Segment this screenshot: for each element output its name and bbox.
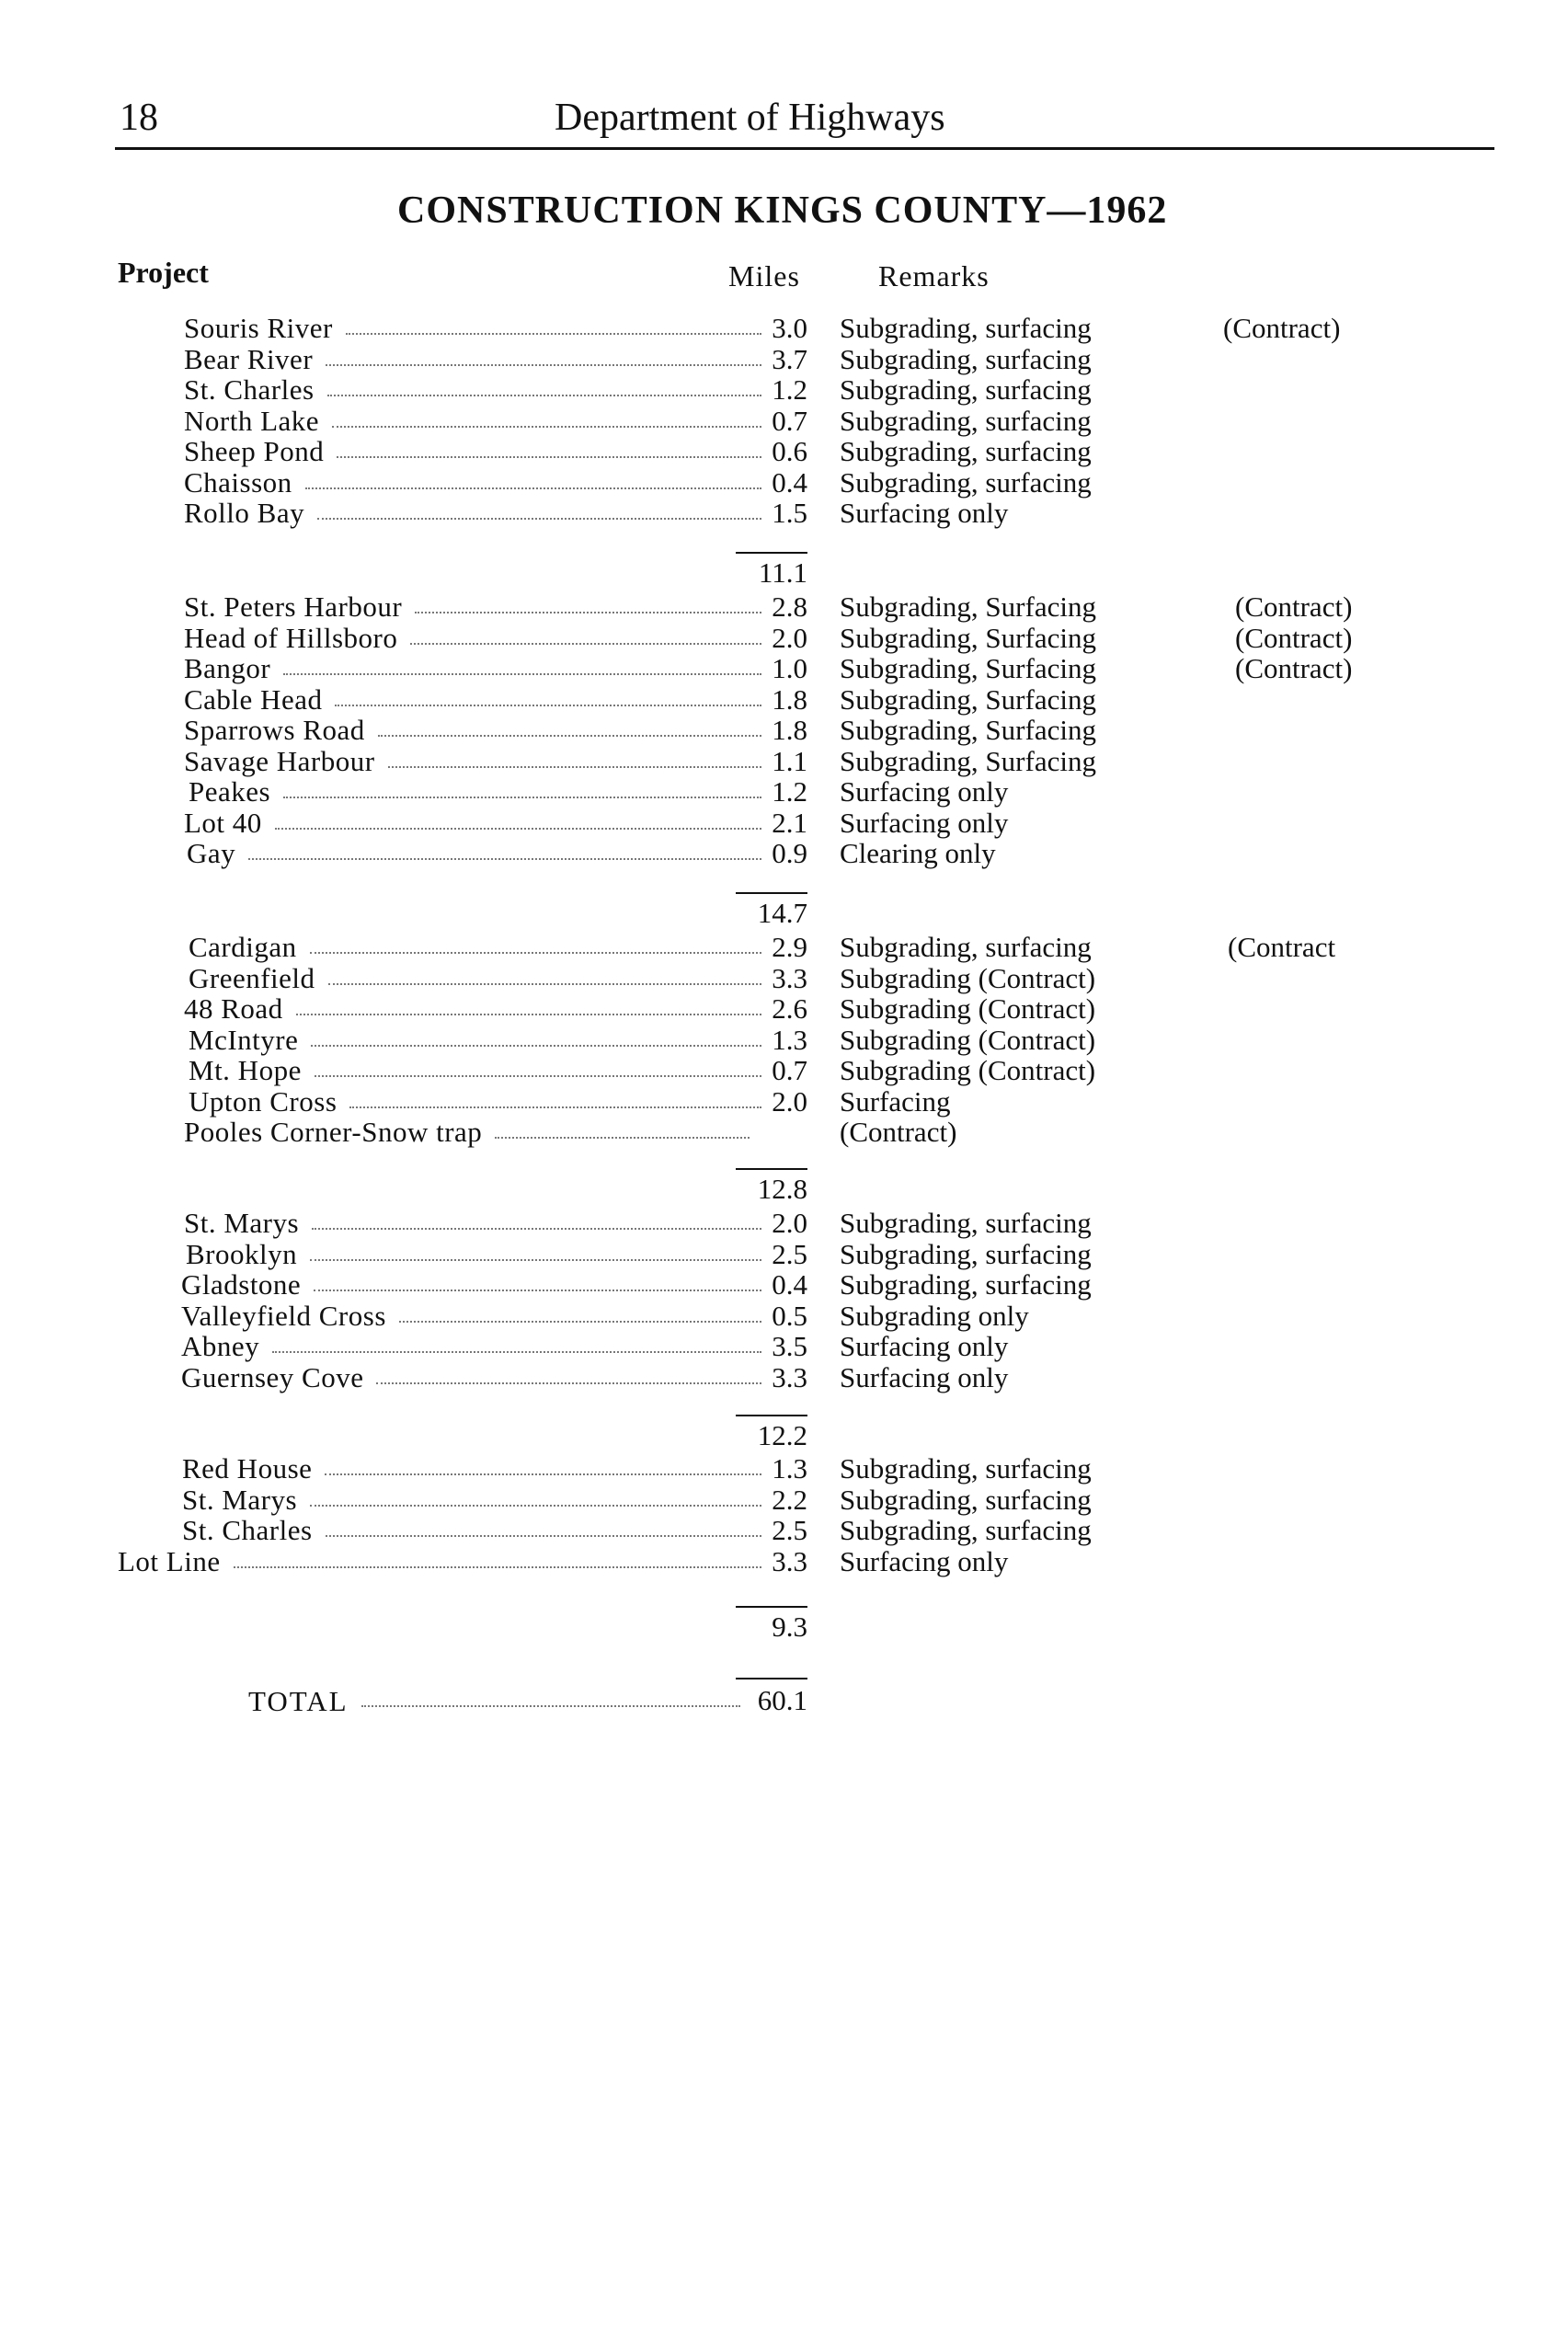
miles-value: 1.0	[772, 652, 807, 684]
project-name: Souris River	[184, 312, 333, 344]
page-number: 18	[120, 97, 158, 139]
project-name: St. Peters Harbour	[184, 590, 403, 623]
project-name: Head of Hillsboro	[184, 621, 398, 654]
table-row	[0, 1362, 1568, 1393]
remarks-note: (Contract)	[1235, 652, 1353, 684]
table-row	[0, 1269, 1568, 1300]
table-row	[0, 1485, 1568, 1515]
header-rule	[115, 147, 1494, 150]
table-row	[0, 1453, 1568, 1484]
project-name: Bangor	[184, 652, 271, 684]
remarks-text: Subgrading, Surfacing	[840, 744, 1096, 777]
remarks-text: Subgrading, surfacing	[840, 465, 1092, 499]
miles-value: 2.9	[772, 931, 807, 963]
table-row	[0, 963, 1568, 993]
miles-value: 0.4	[772, 465, 807, 499]
remarks-note: (Contract)	[1223, 312, 1341, 344]
project-name: McIntyre	[189, 1023, 299, 1056]
table-row	[0, 1086, 1568, 1117]
remarks-text: Subgrading, surfacing	[840, 1514, 1092, 1546]
dot-leader	[283, 797, 761, 798]
project-name: St. Marys	[184, 1207, 300, 1239]
miles-value: 2.5	[772, 1237, 807, 1270]
table-row	[0, 591, 1568, 622]
remarks-text: Subgrading, surfacing	[840, 342, 1092, 375]
project-name: Lot Line	[118, 1544, 221, 1577]
remarks-text: Subgrading, surfacing	[840, 373, 1092, 406]
remarks-note: (Contract)	[1235, 590, 1353, 623]
project-name: Greenfield	[189, 961, 315, 994]
project-name: Red House	[182, 1452, 313, 1485]
table-row	[0, 1239, 1568, 1269]
miles-value: 2.5	[772, 1514, 807, 1546]
subtotal-rule	[736, 1415, 807, 1416]
table-row	[0, 993, 1568, 1024]
remarks-text: Subgrading (Contract)	[840, 961, 1096, 994]
miles-value: 1.8	[772, 714, 807, 746]
miles-value: 1.3	[772, 1023, 807, 1056]
subtotal-rule	[736, 552, 807, 554]
project-name: Gladstone	[181, 1268, 302, 1301]
table-row	[0, 1117, 1568, 1147]
dot-leader	[310, 952, 761, 954]
remarks-text: Subgrading, Surfacing	[840, 682, 1096, 716]
subtotal-value: 12.8	[757, 1173, 807, 1205]
remarks-text: Subgrading (Contract)	[840, 1023, 1096, 1056]
project-name: St. Charles	[184, 373, 315, 406]
table-row	[0, 374, 1568, 405]
remarks-text: Clearing only	[840, 837, 996, 869]
project-name: Lot 40	[184, 806, 262, 839]
subtotal-value: 12.2	[757, 1419, 807, 1451]
subtotal-value: 14.7	[757, 897, 807, 929]
project-name: Guernsey Cove	[181, 1360, 364, 1393]
dot-leader	[327, 395, 761, 396]
dot-leader	[337, 456, 761, 458]
table-row	[0, 436, 1568, 466]
project-name: Cable Head	[184, 682, 323, 716]
miles-value: 0.9	[772, 837, 807, 869]
remarks-text: Subgrading, surfacing	[840, 1268, 1092, 1301]
miles-value: 2.0	[772, 1207, 807, 1239]
table-row	[0, 313, 1568, 343]
dot-leader	[361, 1705, 740, 1707]
dot-leader	[315, 1075, 761, 1077]
subtotal-rule	[736, 1606, 807, 1608]
miles-value: 1.2	[772, 775, 807, 808]
miles-value: 0.4	[772, 1268, 807, 1301]
column-header-miles: Miles	[728, 259, 800, 292]
table-row	[0, 1025, 1568, 1055]
miles-value: 3.3	[772, 961, 807, 994]
remarks-text: (Contract)	[840, 1116, 957, 1148]
miles-value: 2.0	[772, 621, 807, 654]
page-title: CONSTRUCTION KINGS COUNTY—1962	[397, 189, 1168, 232]
dot-leader	[234, 1566, 761, 1568]
miles-value: 3.5	[772, 1330, 807, 1362]
dot-leader	[326, 364, 761, 366]
dot-leader	[275, 828, 761, 830]
table-row	[0, 498, 1568, 528]
project-name: Gay	[187, 837, 236, 869]
remarks-text: Subgrading, Surfacing	[840, 652, 1096, 684]
miles-value: 2.6	[772, 992, 807, 1025]
project-name: Upton Cross	[189, 1084, 338, 1118]
remarks-text: Subgrading, surfacing	[840, 1452, 1092, 1485]
remarks-text: Surfacing only	[840, 1360, 1009, 1393]
project-name: 48 Road	[184, 992, 283, 1025]
dot-leader	[314, 1290, 761, 1291]
miles-value: 3.3	[772, 1544, 807, 1577]
dot-leader	[248, 858, 761, 860]
remarks-text: Subgrading, Surfacing	[840, 590, 1096, 623]
dot-leader	[310, 1505, 761, 1507]
column-header-project: Project	[118, 256, 209, 289]
remarks-text: Subgrading, surfacing	[840, 404, 1092, 437]
table-row	[0, 1331, 1568, 1361]
miles-value: 0.7	[772, 404, 807, 437]
dot-leader	[311, 1045, 761, 1047]
table-row	[0, 776, 1568, 807]
miles-value: 3.3	[772, 1360, 807, 1393]
dot-leader	[328, 983, 761, 985]
miles-value: 0.7	[772, 1054, 807, 1086]
remarks-text: Subgrading, surfacing	[840, 1207, 1092, 1239]
table-row	[0, 1208, 1568, 1238]
project-name: Cardigan	[189, 931, 297, 963]
miles-value: 2.2	[772, 1483, 807, 1516]
dot-leader	[272, 1351, 761, 1353]
project-name: North Lake	[184, 404, 320, 437]
dot-leader	[326, 1535, 761, 1537]
dot-leader	[310, 1259, 761, 1261]
miles-value: 2.1	[772, 806, 807, 839]
remarks-text: Subgrading, surfacing	[840, 312, 1092, 344]
total-value: 60.1	[757, 1684, 807, 1716]
table-row	[0, 932, 1568, 962]
remarks-text: Subgrading (Contract)	[840, 1054, 1096, 1086]
subtotal-rule	[736, 1168, 807, 1170]
miles-value: 1.8	[772, 682, 807, 716]
table-row	[0, 653, 1568, 683]
remarks-text: Surfacing only	[840, 806, 1009, 839]
miles-value: 2.0	[772, 1084, 807, 1118]
table-row	[0, 838, 1568, 868]
remarks-text: Surfacing only	[840, 1544, 1009, 1577]
miles-value: 1.2	[772, 373, 807, 406]
total-rule	[736, 1678, 807, 1679]
project-name: Peakes	[189, 775, 271, 808]
dot-leader	[312, 1228, 761, 1230]
miles-value: 1.5	[772, 497, 807, 529]
table-row	[0, 623, 1568, 653]
remarks-text: Subgrading only	[840, 1299, 1029, 1332]
remarks-text: Surfacing only	[840, 1330, 1009, 1362]
remarks-note: (Contract)	[1235, 621, 1353, 654]
remarks-text: Subgrading (Contract)	[840, 992, 1096, 1025]
project-name: Pooles Corner-Snow trap	[184, 1116, 483, 1148]
subtotal-value: 9.3	[772, 1611, 807, 1643]
dot-leader	[283, 673, 761, 675]
table-row	[0, 715, 1568, 745]
project-name: Valleyfield Cross	[181, 1299, 386, 1332]
project-name: Brooklyn	[186, 1237, 298, 1270]
subtotal-value: 11.1	[758, 556, 807, 589]
remarks-text: Surfacing only	[840, 497, 1009, 529]
project-name: Bear River	[184, 342, 314, 375]
column-header-remarks: Remarks	[878, 259, 990, 292]
project-name: St. Marys	[182, 1483, 298, 1516]
project-name: St. Charles	[182, 1514, 313, 1546]
miles-value: 3.0	[772, 312, 807, 344]
project-name: Mt. Hope	[189, 1054, 302, 1086]
remarks-text: Subgrading, surfacing	[840, 1237, 1092, 1270]
miles-value: 0.5	[772, 1299, 807, 1332]
dot-leader	[305, 487, 761, 489]
table-row	[0, 467, 1568, 498]
subtotal-rule	[736, 892, 807, 894]
remarks-text: Subgrading, Surfacing	[840, 714, 1096, 746]
table-row	[0, 1515, 1568, 1545]
dot-leader	[296, 1014, 761, 1015]
remarks-text: Surfacing	[840, 1084, 951, 1118]
table-row	[0, 1546, 1568, 1576]
project-name: Sheep Pond	[184, 435, 325, 467]
project-name: Chaisson	[184, 465, 292, 499]
remarks-text: Subgrading, Surfacing	[840, 621, 1096, 654]
miles-value: 1.1	[772, 744, 807, 777]
miles-value: 1.3	[772, 1452, 807, 1485]
table-row	[0, 684, 1568, 715]
miles-value: 3.7	[772, 342, 807, 375]
table-row	[0, 746, 1568, 776]
project-name: Sparrows Road	[184, 714, 365, 746]
project-name: Savage Harbour	[184, 744, 375, 777]
dot-leader	[317, 518, 761, 520]
dot-leader	[335, 705, 761, 706]
remarks-text: Subgrading, surfacing	[840, 1483, 1092, 1516]
dot-leader	[332, 426, 761, 428]
project-name: Rollo Bay	[184, 497, 305, 529]
dot-leader	[495, 1137, 750, 1139]
running-title: Department of Highways	[555, 97, 945, 139]
table-row	[0, 344, 1568, 374]
total-label: TOTAL	[248, 1685, 349, 1717]
remarks-text: Surfacing only	[840, 775, 1009, 808]
miles-value: 0.6	[772, 435, 807, 467]
table-row	[0, 808, 1568, 838]
remarks-note: (Contract	[1228, 931, 1336, 963]
remarks-text: Subgrading, surfacing	[840, 435, 1092, 467]
table-row	[0, 1301, 1568, 1331]
table-row	[0, 406, 1568, 436]
project-name: Abney	[181, 1330, 260, 1362]
table-row	[0, 1055, 1568, 1085]
miles-value: 2.8	[772, 590, 807, 623]
remarks-text: Subgrading, surfacing	[840, 931, 1092, 963]
dot-leader	[325, 1473, 761, 1475]
